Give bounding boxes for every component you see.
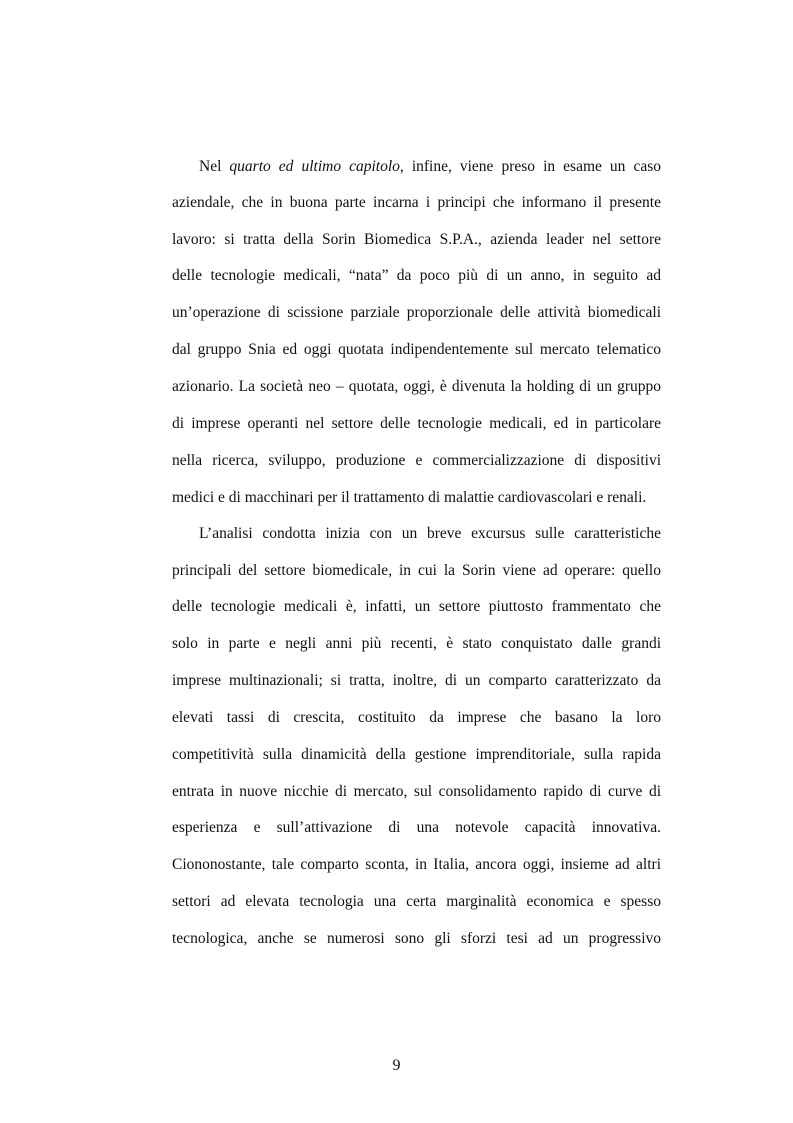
paragraph-line: tecnologica, anche se numerosi sono gli sforzi tesi ad un progressivo bbox=[172, 930, 661, 947]
paragraph-line: aziendale, che in buona parte incarna i principi che informano il presente bbox=[172, 194, 661, 211]
paragraph-line: delle tecnologie medicali è, infatti, un settore piuttosto frammentato che bbox=[172, 598, 661, 615]
paragraph-line: L’analisi condotta inizia con un breve excursus sulle caratteristiche bbox=[199, 525, 661, 542]
paragraph-line: azionario. La società neo – quotata, oggi, è divenuta la holding di un gruppo bbox=[172, 378, 661, 395]
paragraph-line: Ciononostante, tale comparto sconta, in Italia, ancora oggi, insieme ad altri bbox=[172, 856, 661, 873]
paragraph-line: principali del settore biomedicale, in cui la Sorin viene ad operare: quello bbox=[172, 562, 661, 579]
paragraph-line: entrata in nuove nicchie di mercato, sul consolidamento rapido di curve di bbox=[172, 783, 661, 800]
paragraph-line: competitività sulla dinamicità della gestione imprenditoriale, sulla rapida bbox=[172, 746, 661, 763]
paragraph-line: medici e di macchinari per il trattamento di malattie cardiovascolari e renali. bbox=[172, 489, 647, 506]
paragraph-line: nella ricerca, sviluppo, produzione e commercializzazione di dispositivi bbox=[172, 452, 661, 469]
paragraph-line: di imprese operanti nel settore delle tecnologie medicali, ed in particolare bbox=[172, 415, 661, 432]
paragraph-line: settori ad elevata tecnologia una certa marginalità economica e spesso bbox=[172, 893, 661, 910]
paragraph-line: elevati tassi di crescita, costituito da imprese che basano la loro bbox=[172, 709, 661, 726]
paragraph-line: lavoro: si tratta della Sorin Biomedica S.P.A., azienda leader nel settore bbox=[172, 231, 661, 248]
page-number: 9 bbox=[392, 1057, 401, 1074]
paragraph-line: solo in parte e negli anni più recenti, è stato conquistato dalle grandi bbox=[172, 635, 661, 652]
italic-chapter-reference: quarto ed ultimo capitolo bbox=[229, 158, 400, 175]
paragraph-line: delle tecnologie medicali, “nata” da poco più di un anno, in seguito ad bbox=[172, 267, 661, 284]
paragraph-line: dal gruppo Snia ed oggi quotata indipendentemente sul mercato telematico bbox=[172, 341, 661, 358]
text-run: Nel bbox=[199, 158, 230, 175]
paragraph-line bbox=[199, 157, 661, 177]
paragraph-line: imprese multinazionali; si tratta, inoltre, di un comparto caratterizzato da bbox=[172, 672, 661, 689]
text-run: , infine, viene preso in esame un caso bbox=[399, 158, 661, 175]
paragraph-line: esperienza e sull’attivazione di una notevole capacità innovativa. bbox=[172, 819, 661, 836]
paragraph-line: un’operazione di scissione parziale proporzionale delle attività biomedicali bbox=[172, 304, 661, 321]
